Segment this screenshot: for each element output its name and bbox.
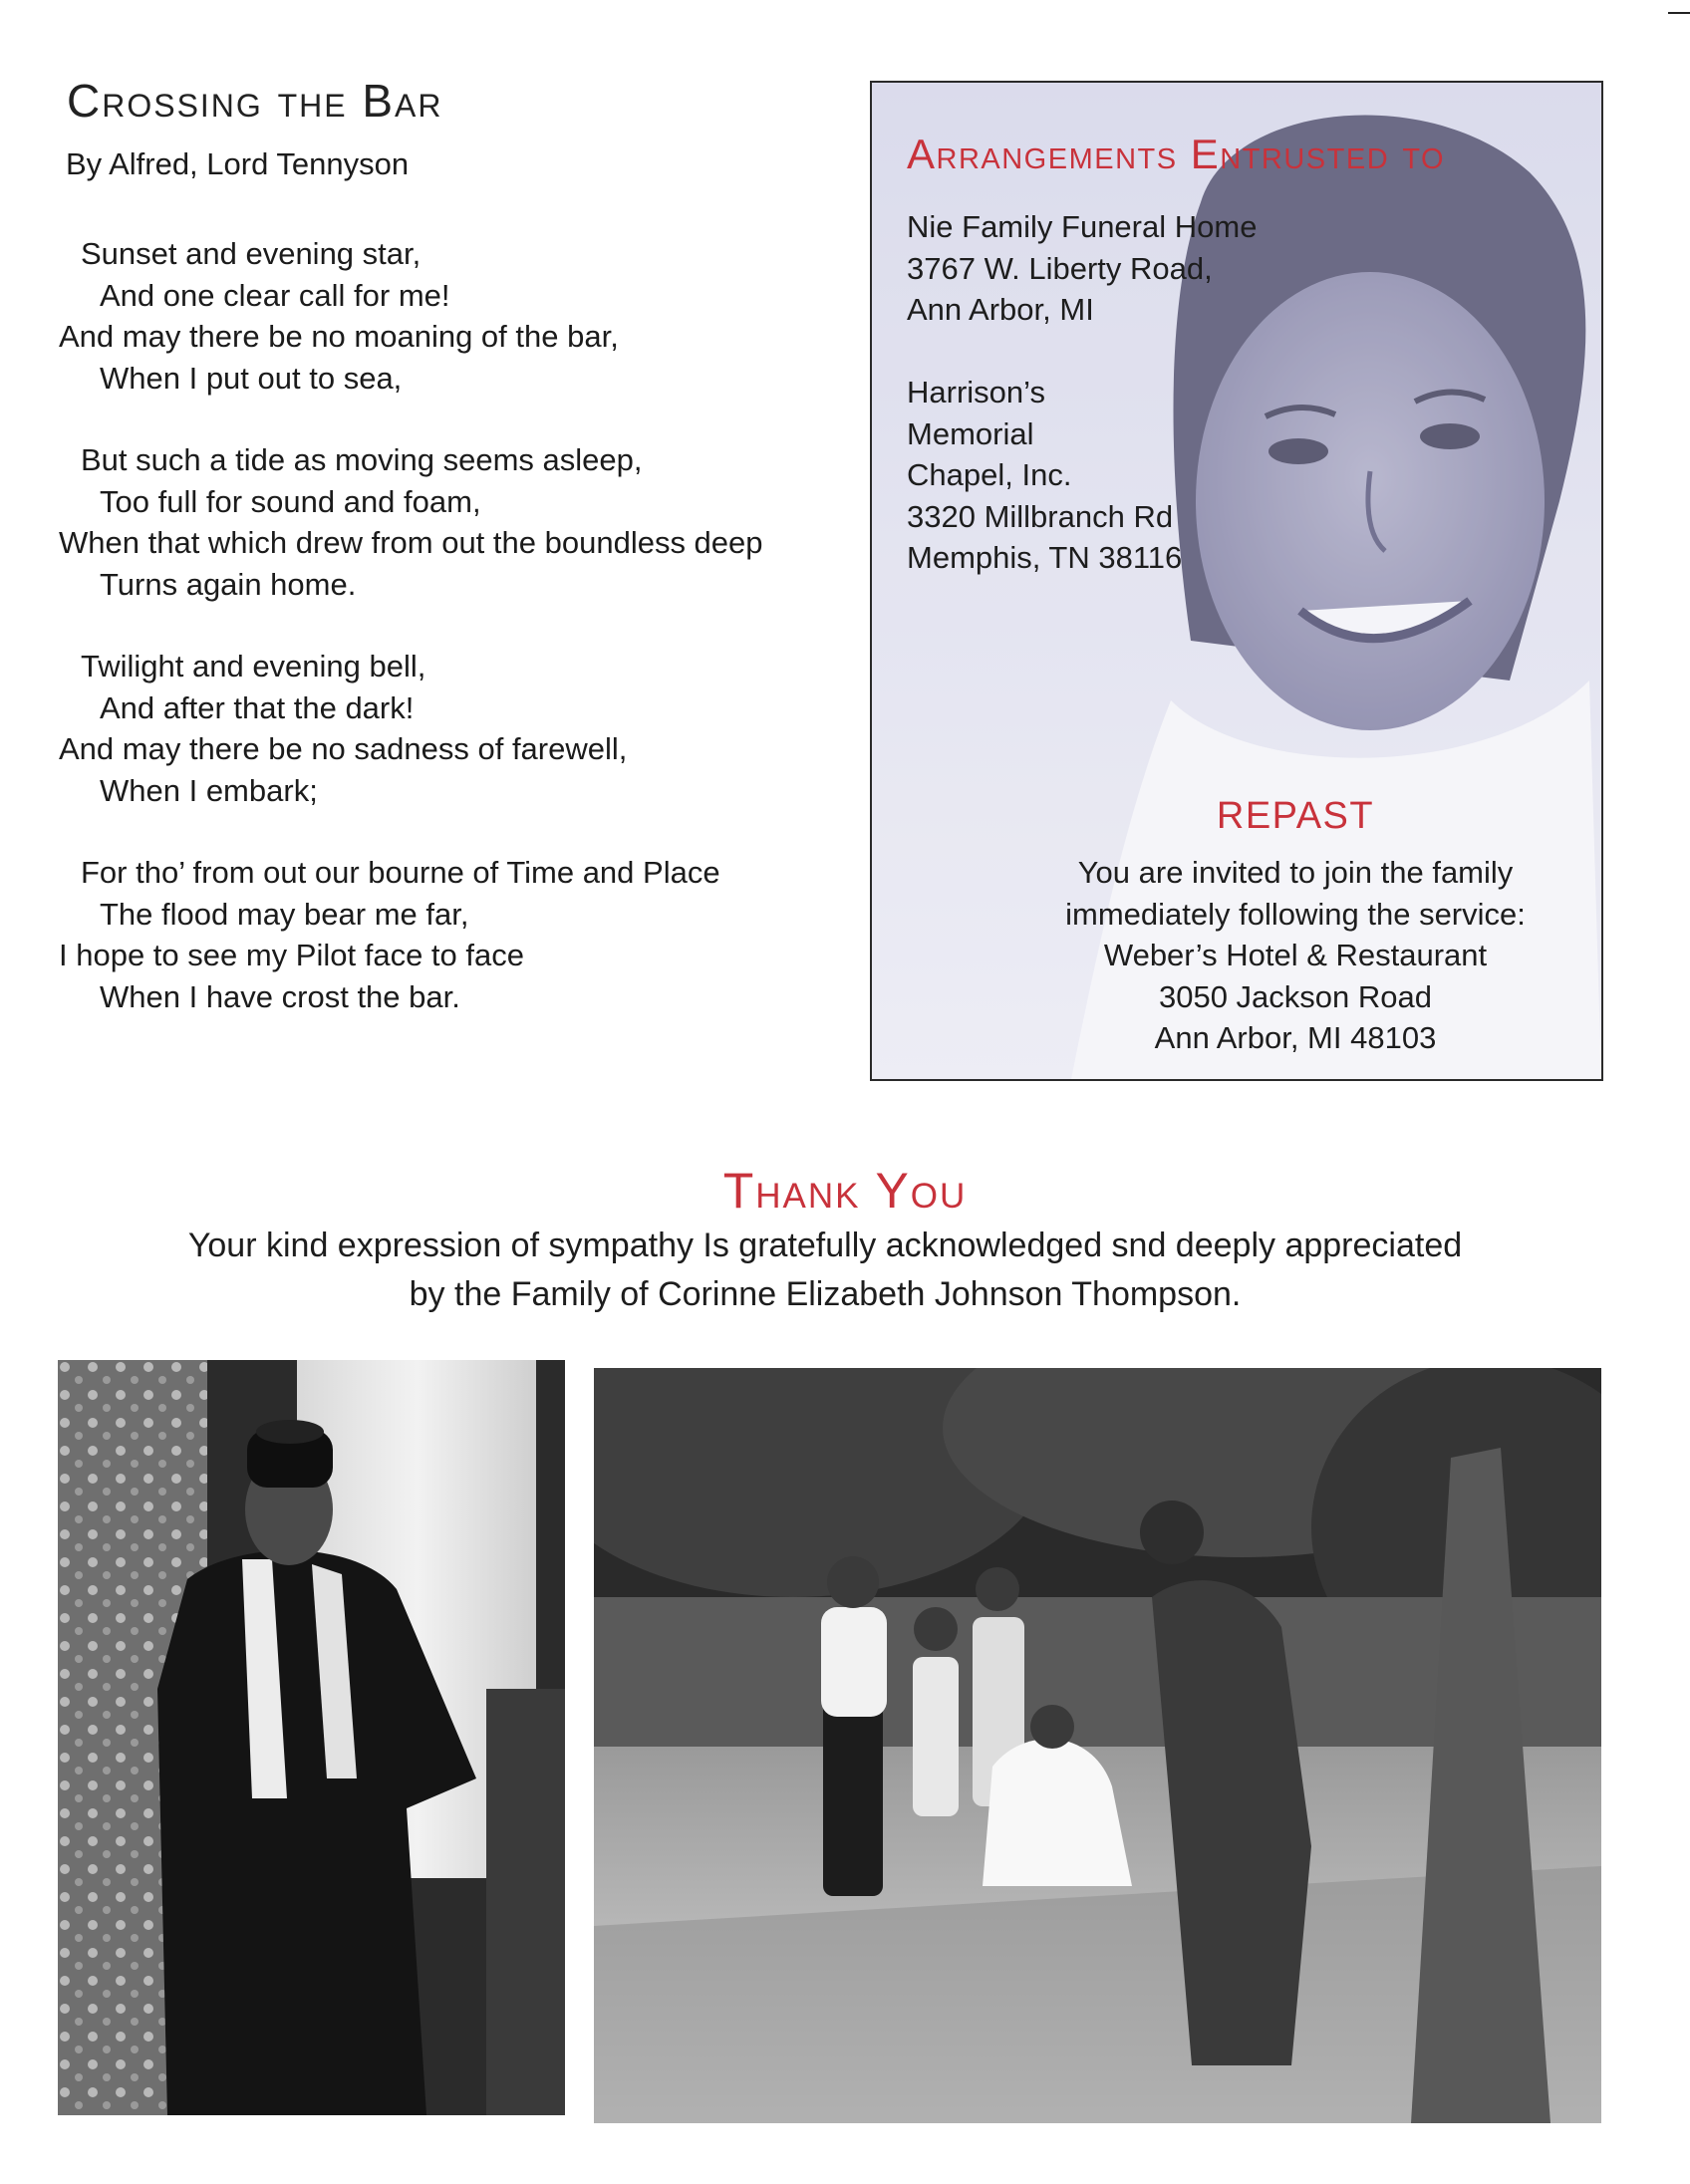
poem-body <box>59 233 816 1058</box>
thank-you-line-1: Your kind expression of sympathy Is gratefully acknowledged snd deeply appreciated <box>187 1227 1463 1264</box>
photo-man-in-robe <box>58 1360 565 2115</box>
poem-line: And may there be no sadness of farewell, <box>59 731 628 766</box>
arrangements-heading: Arrangements Entrusted to <box>907 131 1446 177</box>
poem-line: Twilight and evening bell, <box>81 649 426 683</box>
photo-family-outdoors-image <box>594 1368 1601 2123</box>
poem-line: When I have crost the bar. <box>100 978 460 1014</box>
thank-you-heading: Thank You <box>722 1163 968 1219</box>
thank-you-message <box>60 1222 1590 1319</box>
repast-street: 3050 Jackson Road <box>1158 978 1433 1014</box>
poem-line: When I put out to sea, <box>100 360 403 396</box>
repast-section <box>1021 795 1569 1059</box>
photo-family-outdoors <box>594 1368 1601 2123</box>
poem-stanza-3 <box>59 646 816 811</box>
funeral-home-2-line: Memorial <box>907 415 1034 451</box>
poem-stanza-2 <box>59 439 816 605</box>
funeral-home-2-line: Harrison’s <box>907 375 1045 410</box>
poem-line: And after that the dark! <box>100 689 415 725</box>
funeral-home-2 <box>907 372 1182 579</box>
funeral-home-2-line: Chapel, Inc. <box>907 457 1072 492</box>
thank-you-line-2: by the Family of Corinne Elizabeth Johnson Thompson. <box>409 1275 1242 1313</box>
funeral-home-1-name: Nie Family Funeral Home <box>907 209 1258 244</box>
funeral-home-1-city: Ann Arbor, MI <box>907 292 1094 327</box>
poem-line: I hope to see my Pilot face to face <box>59 938 524 972</box>
repast-line: immediately following the service: <box>1065 896 1526 932</box>
repast-line: You are invited to join the family <box>1077 855 1514 890</box>
funeral-home-1 <box>907 206 1257 331</box>
funeral-home-2-city: Memphis, TN 38116 <box>907 540 1183 575</box>
funeral-home-1-street: 3767 W. Liberty Road, <box>907 250 1213 286</box>
poem-stanza-4 <box>59 852 816 1017</box>
poem-line: The flood may bear me far, <box>100 896 469 932</box>
photo-man-in-robe-image <box>58 1360 565 2115</box>
poem-line: Turns again home. <box>100 566 357 602</box>
repast-city: Ann Arbor, MI 48103 <box>1154 1020 1437 1055</box>
poem-line: When that which drew from out the boundless deep <box>59 525 763 560</box>
arrangements-box <box>870 81 1603 1081</box>
poem-line: Too full for sound and foam, <box>100 483 481 519</box>
poem-author: By Alfred, Lord Tennyson <box>66 146 410 181</box>
poem-line: When I embark; <box>100 772 318 808</box>
poem-stanza-1 <box>59 233 816 399</box>
poem-line: Sunset and evening star, <box>81 236 422 271</box>
funeral-home-2-street: 3320 Millbranch Rd <box>907 498 1174 534</box>
repast-heading: REPAST <box>1216 795 1375 837</box>
repast-venue: Weber’s Hotel & Restaurant <box>1103 938 1488 972</box>
poem-title: Crossing the Bar <box>67 75 443 127</box>
page-edge-mark <box>1668 12 1690 14</box>
poem-line: But such a tide as moving seems asleep, <box>81 442 643 477</box>
poem-line: And one clear call for me! <box>100 277 450 313</box>
poem-line: For tho’ from out our bourne of Time and Place <box>81 855 720 890</box>
poem-line: And may there be no moaning of the bar, <box>59 319 619 354</box>
